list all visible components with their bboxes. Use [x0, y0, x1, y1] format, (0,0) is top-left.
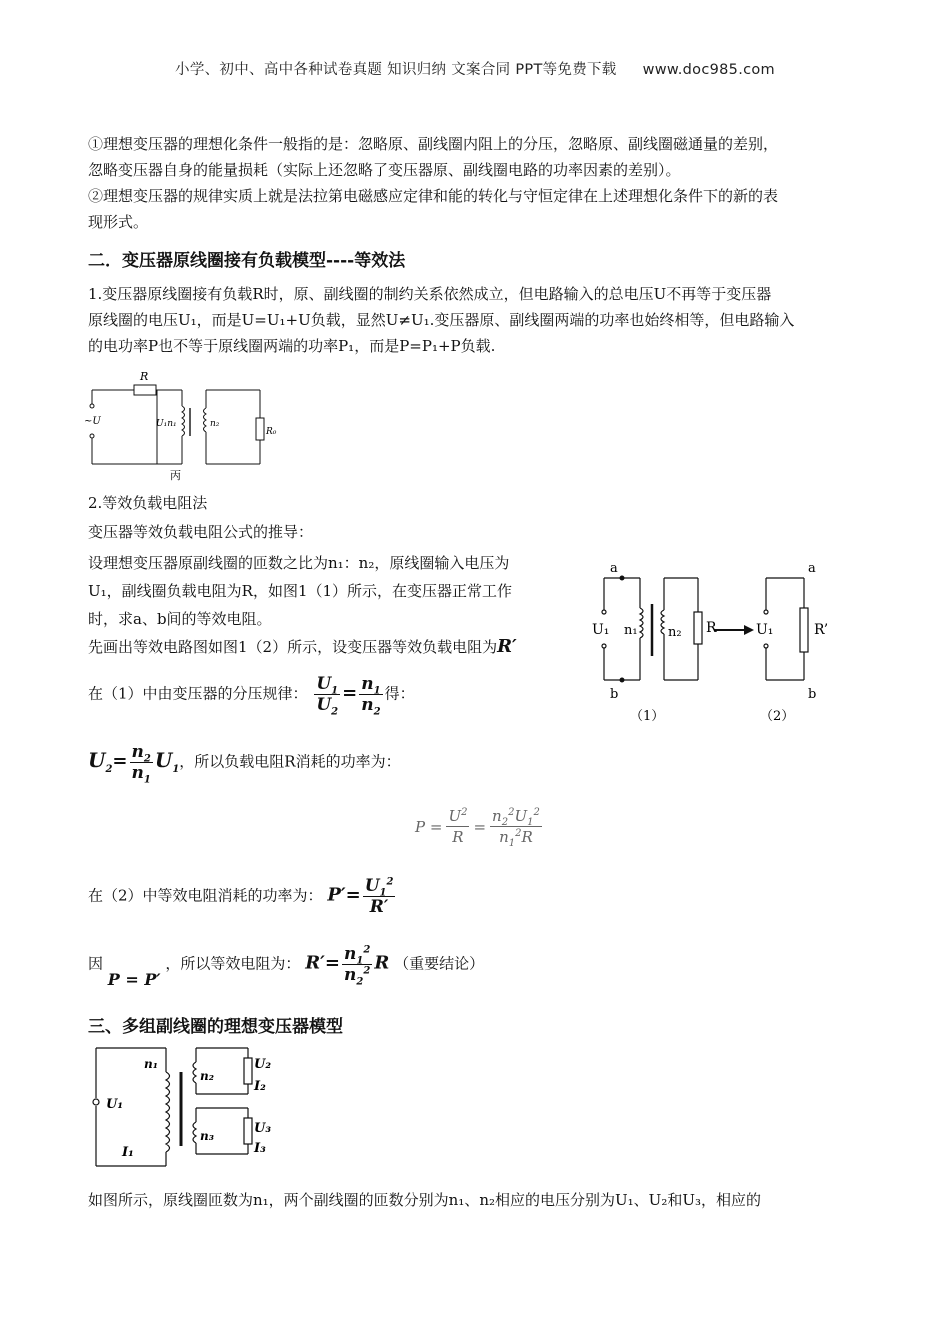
- heading-section2: 二．变压器原线圈接有负载模型----等效法: [88, 251, 406, 271]
- fig3-n2: n₂: [200, 1069, 214, 1083]
- fig-bing-U: ~U: [84, 416, 101, 427]
- header-site-link[interactable]: www.doc985.com: [642, 62, 775, 78]
- fig3-U2: U₂: [254, 1057, 272, 1072]
- fig1-U1-left: U₁: [592, 622, 610, 638]
- fig1-R: R: [706, 620, 717, 636]
- derive-paragraph: [88, 549, 563, 661]
- fig1-U1-right: U₁: [756, 622, 774, 638]
- fig3-I3: I₃: [254, 1141, 266, 1156]
- heading-section3: 三、多组副线圈的理想变压器模型: [88, 1017, 343, 1037]
- fig-bing-n2: n₂: [210, 419, 220, 429]
- fig1-b-right: b: [808, 687, 817, 702]
- rprime-symbol: R′: [497, 636, 517, 657]
- p1-line2: 原线圈的电压U₁，而是U=U₁+U负载，显然U≠U₁.变压器原、副线圈两端的功率也始终相等，但电路输入: [88, 311, 795, 329]
- para1-line1: ①理想变压器的理想化条件一般指的是：忽略原、副线圈内阻上的分压，忽略原、副线圈磁通量的差别，: [88, 135, 779, 153]
- fig-bing-R: R: [140, 370, 149, 383]
- fig1-n1: n₁: [624, 623, 638, 638]
- fig1-caption2: （2）: [760, 709, 795, 724]
- fraction-U1sq-Rprime: $\frac{U_1^2}{R'}$: [364, 876, 394, 917]
- paragraph-primary-load: [88, 281, 868, 359]
- paragraph-idealization: [88, 131, 868, 235]
- sub2-title: 2.等效负载电阻法: [88, 494, 208, 512]
- derive-title: 变压器等效负载电阻公式的推导：: [88, 523, 314, 541]
- fraction-n2-n1: $\frac{n_2}{n_1}$: [131, 742, 151, 786]
- fig3-n3: n₃: [200, 1129, 214, 1143]
- fig1-a-right: a: [808, 561, 816, 576]
- fig3-I1: I₁: [122, 1145, 134, 1160]
- fig3-n1: n₁: [144, 1057, 158, 1071]
- derive-line2: U₁，副线圈负载电阻为R，如图1（1）所示，在变压器正常工作: [88, 582, 513, 600]
- fig3-U1: U₁: [106, 1097, 124, 1112]
- para2-line1: ②理想变压器的规律实质上就是法拉第电磁感应定律和能的转化与守恒定律在上述理想化条件下的新的表: [88, 187, 779, 205]
- fig-bing-R0: R₀: [266, 427, 277, 437]
- page-header: [0, 58, 950, 79]
- para2-line2: 现形式。: [88, 213, 149, 231]
- equation-line-conclusion: 因 P = P′ ，所以等效电阻为： R′= $\frac{n_1^2}{n_2^2}$ R （重要结论）: [88, 944, 485, 989]
- p1-line3: 的电功率P也不等于原线圈两端的功率P₁，而是P=P₁+P负载.: [88, 337, 496, 355]
- fig1-caption1: （1）: [630, 709, 665, 724]
- figure-bing-circuit: [82, 366, 282, 486]
- fig-bing-caption: 丙: [170, 469, 181, 482]
- equation-line-ratio: 在（1）中由变压器的分压规律： $\frac{U_1}{U_2}$ = $\frac{n_1}{n_2}$ 得：: [88, 674, 415, 718]
- figure-multi-secondary: [86, 1042, 286, 1172]
- equation-line-u2: $U_2=$ $\frac{n_2}{n_1}$ $U_1$，所以负载电阻R消耗的功率为：: [88, 742, 401, 786]
- fig3-I2: I₂: [254, 1079, 266, 1094]
- p1-line1: 1.变压器原线圈接有负载R时，原、副线圈的制约关系依然成立，但电路输入的总电压U不再等于变压器: [88, 285, 772, 303]
- figure1-circuits: [590, 560, 840, 730]
- fig1-n2: n₂: [668, 625, 682, 640]
- fig3-U3: U₃: [254, 1121, 272, 1136]
- para1-line2: 忽略变压器自身的能量损耗（实际上还忽略了变压器原、副线圈电路的功率因素的差别）。: [88, 161, 681, 179]
- fraction-U1-U2: $\frac{U_1}{U_2}$: [316, 674, 339, 718]
- derive-line3: 时，求a、b间的等效电阻。: [88, 610, 272, 628]
- fig-bing-U1n1: U₁n₁: [156, 419, 177, 429]
- equation-line-pprime: 在（2）中等效电阻消耗的功率为： P′= $\frac{U_1^2}{R'}$: [88, 876, 394, 917]
- fraction-n1-n2: $\frac{n_1}{n_2}$: [361, 674, 381, 718]
- fig1-b-left: b: [610, 687, 619, 702]
- fraction-n1sq-n2sq: $\frac{n_1^2}{n_2^2}$: [344, 944, 371, 988]
- header-text: 小学、初中、高中各种试卷真题 知识归纳 文案合同 PPT等免费下载: [175, 62, 617, 78]
- derive-line1: 设理想变压器原副线圈的匝数之比为n₁：n₂，原线圈输入电压为: [88, 554, 510, 572]
- fig1-Rprime: R’: [814, 622, 829, 638]
- equation-power-R: P = $\frac{U^2}{R}$ = $\frac{n_2^2U_1^2}{n_1^2R}$: [415, 807, 540, 849]
- paragraph-multi-secondary: 如图所示，原线圈匝数为n₁，两个副线圈的匝数分别为n₁、n₂相应的电压分别为U₁、U₂和U₃，相应的: [88, 1191, 761, 1209]
- fig1-a-left: a: [610, 561, 618, 576]
- derive-line4: 先画出等效电路图如图1（2）所示，设变压器等效负载电阻为R′: [88, 636, 517, 657]
